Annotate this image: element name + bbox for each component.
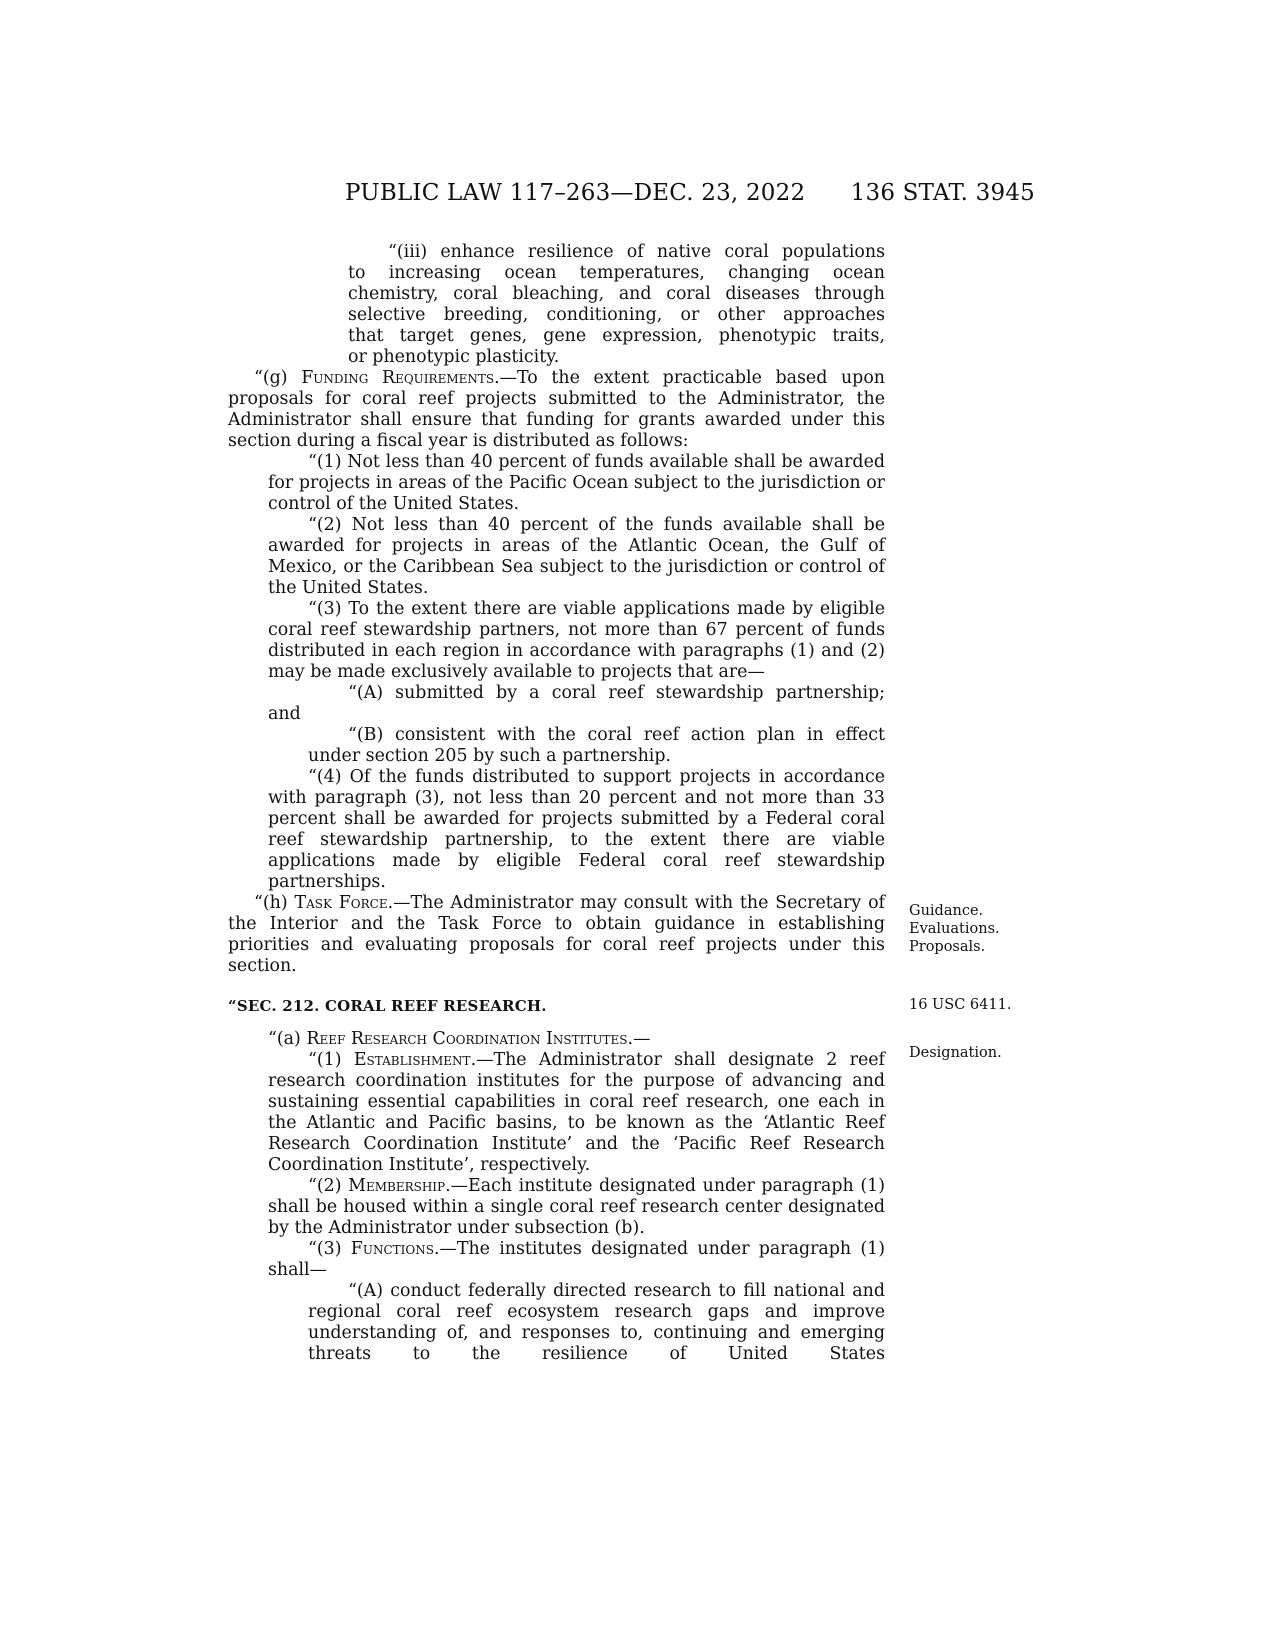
paragraph-g3: “(3) To the extent there are viable applications made by eligible coral reef stewardship partners, not more than 67 percent of funds distributed in each region in accordance with paragraphs (1) and (2) may be made exclusively available to projects that are— — [268, 599, 885, 682]
paragraph-a1-lead: “(1) — [308, 1050, 354, 1070]
subsection-g-heading: Funding Requirements — [301, 368, 495, 388]
paragraph-a3 — [268, 1239, 885, 1281]
paragraph-a3-text: .—The institutes designated under paragraph (1) shall— — [268, 1239, 885, 1280]
subparagraph-a3a: “(A) conduct federally directed research to fill national and regional coral reef ecosystem research gaps and improve understanding of, and responses to, continuing and emerging threats to the resilience of United States — [308, 1281, 885, 1364]
subsection-a-lead: “(a) — [268, 1029, 307, 1049]
subsection-g-lead: “(g) — [254, 368, 302, 388]
paragraph-a1 — [268, 1050, 885, 1176]
document-body — [228, 242, 885, 1365]
margin-note-guidance-text: Guidance. — [909, 903, 984, 919]
paragraph-g1: “(1) Not less than 40 percent of funds available shall be awarded for projects in areas of the Pacific Ocean subject to the jurisdiction or control of the United States. — [268, 452, 885, 514]
paragraph-g2: “(2) Not less than 40 percent of the funds available shall be awarded for projects in areas of the Atlantic Ocean, the Gulf of Mexico, or the Caribbean Sea subject to the jurisdiction or control of the United States. — [268, 515, 885, 598]
clause-iii-line6: or phenotypic plasticity. — [348, 347, 560, 367]
subparagraph-g3a: “(A) submitted by a coral reef stewardship partnership; — [348, 683, 885, 703]
header-stat-page: 136 STAT. 3945 — [850, 180, 1035, 206]
subsection-g — [228, 368, 885, 452]
subsection-h-heading: Task Force — [294, 893, 388, 913]
margin-note-usc: 16 USC 6411. — [909, 997, 1012, 1013]
page-header — [345, 180, 1035, 214]
paragraph-a1-text: .—The Administrator shall designate 2 reef research coordination institutes for the purpose of advancing and sustaining essential capabilities in coral reef research, one each in the Atlantic and Pacific basins, to be known as the ‘Atlantic Reef Research Coordination Institute’ and the ‘Pacific Reef Research Coordination Institute’, respectively. — [268, 1050, 885, 1175]
subparagraph-g3b: “(B) consistent with the coral reef action plan in effect under section 205 by such a partnership. — [308, 725, 885, 766]
clause-iii-line4: selective breeding, conditioning, or other approaches — [348, 305, 885, 325]
subsection-a — [228, 1029, 885, 1050]
clause-iii-line1: “(iii) enhance resilience of native coral populations — [388, 242, 885, 262]
paragraph-a2-lead: “(2) — [308, 1176, 349, 1196]
paragraph-a2-heading: Membership — [348, 1176, 446, 1196]
clause-iii-line5: that target genes, gene expression, phenotypic traits, — [348, 326, 885, 346]
margin-note-evaluations-text: Evaluations. — [909, 921, 1000, 937]
paragraph-a3-heading: Functions — [350, 1239, 434, 1259]
paragraph-a3-lead: “(3) — [308, 1239, 351, 1259]
header-law-citation: PUBLIC LAW 117–263—DEC. 23, 2022 — [345, 180, 806, 206]
subsection-a-text: .— — [627, 1029, 651, 1049]
margin-note-proposals-text: Proposals. — [909, 939, 986, 955]
paragraph-a2 — [268, 1176, 885, 1239]
section-212-heading: “SEC. 212. CORAL REEF RESEARCH. — [228, 997, 547, 1015]
margin-note-guidance — [909, 902, 1000, 956]
paragraph-g4: “(4) Of the funds distributed to support projects in accordance with paragraph (3), not less than 20 percent and not more than 33 percent shall be awarded for projects submitted by a Federal coral reef stewardship partnership, to the extent there are viable applications made by eligible Federal coral reef stewardship partnerships. — [268, 767, 885, 892]
paragraph-a2-text: .—Each institute designated under paragraph (1) shall be housed within a single coral reef research center designated by the Administrator under subsection (b). — [268, 1176, 885, 1238]
subparagraph-g3a-and: and — [268, 704, 301, 724]
paragraph-a1-heading: Establishment — [353, 1050, 471, 1070]
subsection-g-text: .—To the extent practicable based upon proposals for coral reef projects submitted to the Administrator, the Administrator shall ensure that funding for grants awarded under this section during a fiscal year is distributed as follows: — [228, 368, 885, 451]
subsection-h-text: .—The Administrator may consult with the Secretary of the Interior and the Task Force to obtain guidance in establishing priorities and evaluating proposals for coral reef projects under this section. — [228, 893, 885, 976]
subsection-h — [228, 893, 885, 977]
clause-iii-line2: to increasing ocean temperatures, changing ocean — [348, 263, 885, 283]
subsection-h-lead: “(h) — [254, 893, 295, 913]
margin-note-designation: Designation. — [909, 1045, 1002, 1061]
subsection-a-heading: Reef Research Coordination Institutes — [306, 1029, 628, 1049]
clause-iii-line3: chemistry, coral bleaching, and coral diseases through — [348, 284, 885, 304]
